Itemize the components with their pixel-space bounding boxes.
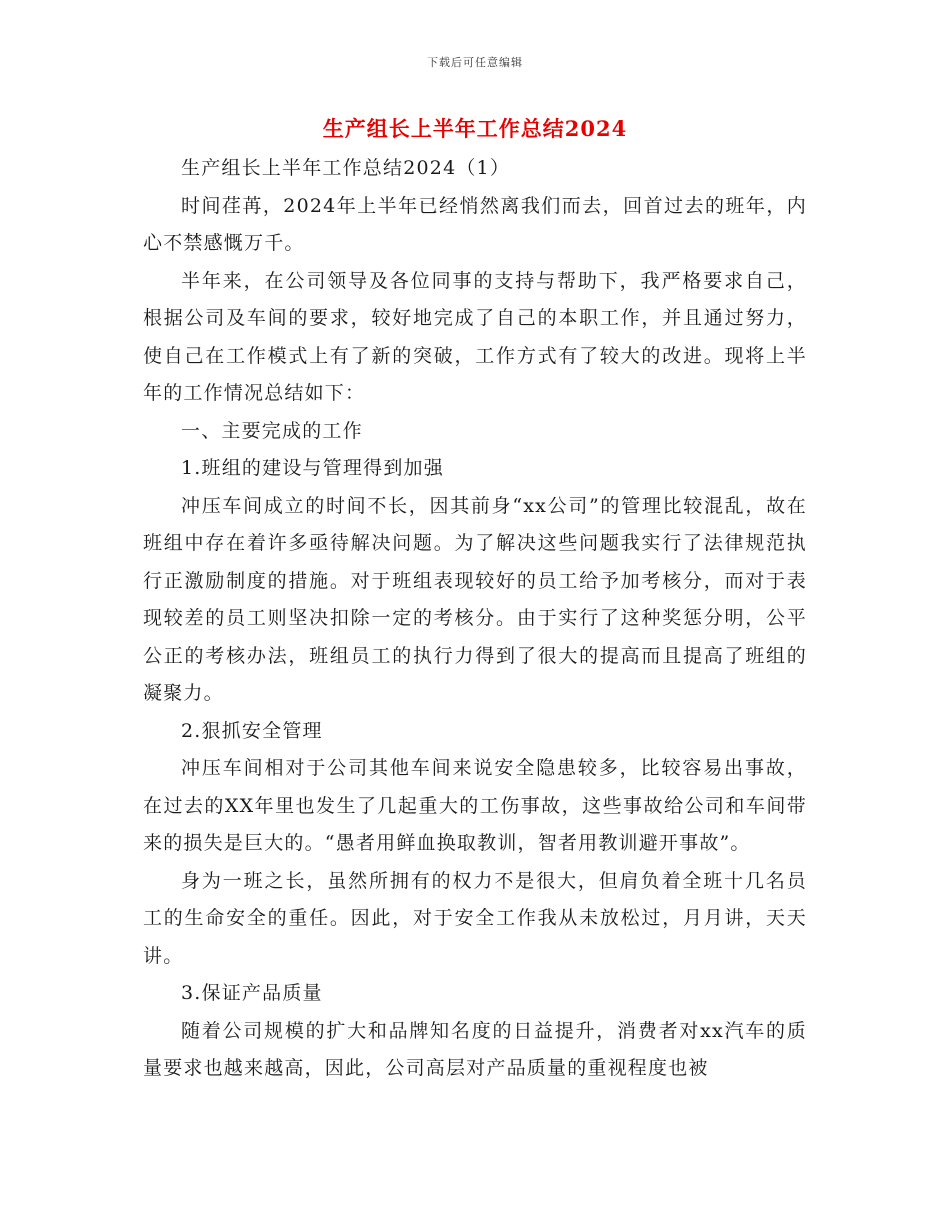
subsection-heading: 2.狠抓安全管理 (181, 719, 323, 742)
subsection-heading: 1.班组的建设与管理得到加强 (181, 457, 444, 479)
document-body (143, 150, 807, 1088)
header-note: 下载后可任意编辑 (427, 56, 523, 69)
section-heading: 一、主要完成的工作 (181, 419, 363, 442)
paragraph: 随着公司规模的扩大和品牌知名度的日益提升，消费者对xx汽车的质量要求也越来越高，因此，公司高层对产品质量的重视程度也被 (143, 1019, 807, 1079)
paragraph-subtitle: 生产组长上半年工作总结2024（1） (181, 157, 511, 179)
paragraph: 冲压车间成立的时间不长，因其前身“xx公司”的管理比较混乱，故在班组中存在着许多亟待解决问题。为了解决这些问题我实行了法律规范执行正激励制度的措施。对于班组表现较好的员工给予加考核分，而对于表现较差的员工则坚决扣除一定的考核分。由于实行了这种奖惩分明，公平公正的考核办法，班组员工的执行力得到了很大的提高而且提高了班组的凝聚力。 (143, 494, 807, 704)
paragraph: 半年来，在公司领导及各位同事的支持与帮助下，我严格要求自己，根据公司及车间的要求，较好地完成了自己的本职工作，并且通过努力，使自己在工作模式上有了新的突破，工作方式有了较大的改进。现将上半年的工作情况总结如下： (143, 269, 807, 404)
subsection-heading: 3.保证产品质量 (181, 982, 323, 1004)
document-title: 生产组长上半年工作总结2024 (322, 116, 628, 141)
paragraph: 冲压车间相对于公司其他车间来说安全隐患较多，比较容易出事故，在过去的XX年里也发生了几起重大的工伤事故，这些事故给公司和车间带来的损失是巨大的。“愚者用鲜血换取教训，智者用教训避开事故”。 (143, 757, 807, 854)
paragraph: 身为一班之长，虽然所拥有的权力不是很大，但肩负着全班十几名员工的生命安全的重任。因此，对于安全工作我从未放松过，月月讲，天天讲。 (143, 869, 807, 967)
paragraph: 时间荏苒，2024年上半年已经悄然离我们而去，回首过去的班年，内心不禁感慨万千。 (143, 194, 807, 254)
